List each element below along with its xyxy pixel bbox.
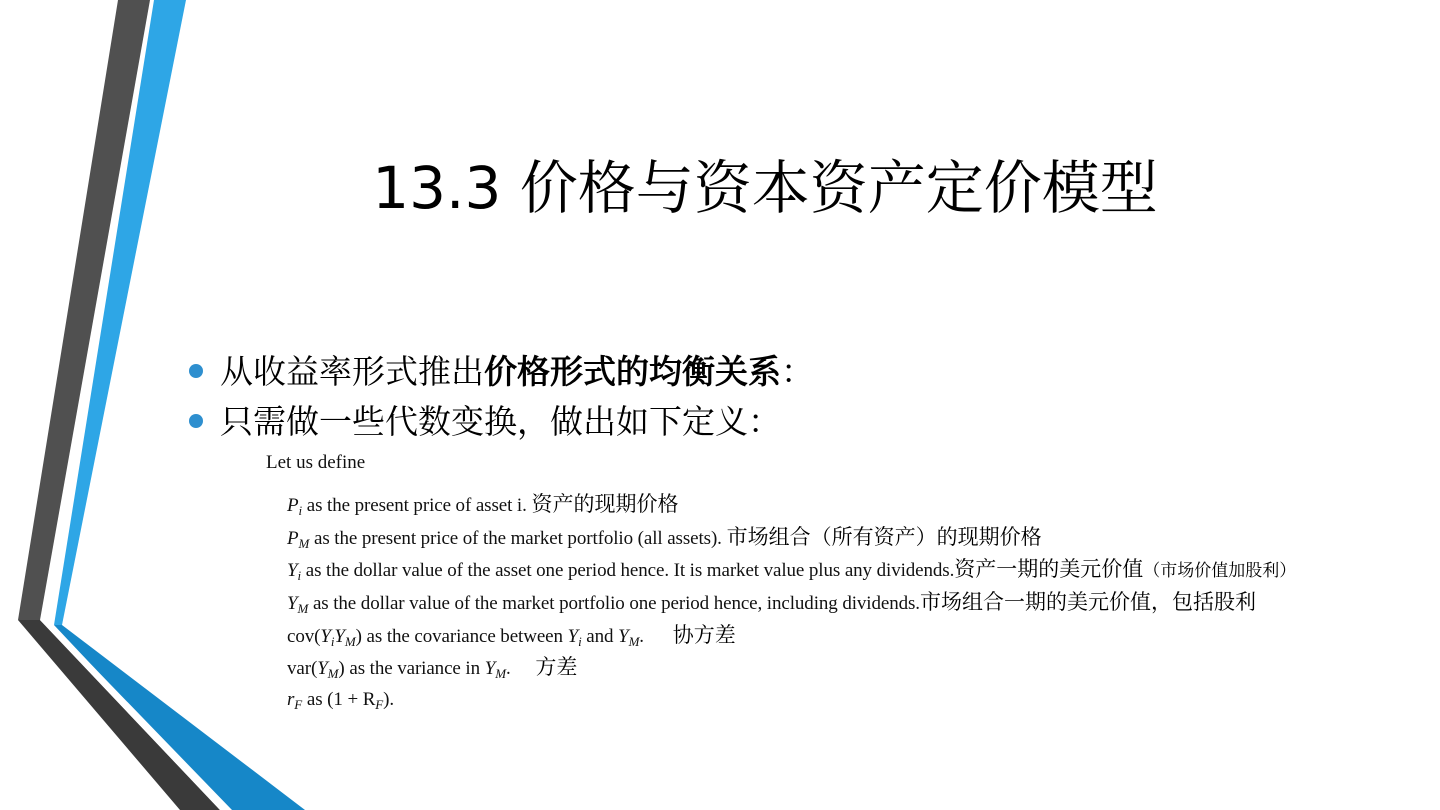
symbol-ym: $Y_M$	[287, 593, 309, 617]
definition-row-ym	[266, 586, 1296, 619]
bullet-suffix: ：	[781, 352, 814, 391]
slide-title: 13.3 价格与资本资产定价模型	[372, 154, 1158, 222]
white-divider	[40, 620, 232, 810]
definitions-intro: Let us define	[266, 452, 366, 473]
definition-en: as the covariance between	[366, 625, 563, 647]
definition-en: as the present price of the market portfolio (all assets).	[314, 527, 722, 549]
definition-row-pi	[266, 488, 1296, 521]
definition-cn-note: （市场价值加股利）	[1143, 561, 1297, 582]
symbol-yi: $Y_i$	[287, 560, 301, 584]
bullet-text: 只需做一些代数变换，做出如下定义：	[220, 402, 781, 441]
definition-row-cov	[266, 619, 1296, 652]
definition-cn: 方差	[535, 655, 578, 680]
gray-stripe	[18, 0, 150, 620]
definition-cn: 市场组合（所有资产）的现期价格	[726, 524, 1042, 549]
symbol-yi-ym: $Y_i$ and $Y_M$.	[567, 625, 644, 649]
definition-cn: 资产的现期价格	[531, 492, 679, 516]
definition-en: as the variance in	[349, 658, 480, 680]
definition-row-pm	[266, 521, 1296, 554]
bullet-text: 从收益率形式推出	[220, 352, 484, 391]
symbol-rf: $r_F$	[287, 689, 303, 713]
symbol-rf-close: $_F$).	[375, 689, 395, 713]
definition-en: as the dollar value of the market portfolio one period hence, including dividends.	[312, 593, 920, 615]
symbol-ym-end: $Y_M$.	[484, 658, 511, 682]
bullet-dot-icon	[189, 414, 203, 428]
definition-cn: 资产一期的美元价值	[954, 557, 1144, 582]
bullet-dot-icon	[189, 364, 203, 378]
definition-en: as (1 + R	[306, 689, 376, 711]
symbol-var: $var(Y_M)$	[287, 658, 345, 682]
bullet-item	[186, 397, 814, 447]
definition-cn: 市场组合一期的美元价值，包括股利	[919, 590, 1256, 615]
definition-en: as the dollar value of the asset one period hence. It is market value plus any dividends.	[305, 560, 955, 582]
symbol-pi: $P_i$	[287, 495, 303, 518]
definition-row-rf	[266, 684, 1296, 717]
definitions-block	[266, 450, 1296, 717]
definition-row-yi	[266, 553, 1296, 586]
dark-gray-wedge	[18, 620, 220, 810]
definition-cn: 协方差	[672, 622, 736, 647]
bullet-list	[186, 347, 814, 447]
symbol-pm: $P_M$	[287, 527, 310, 551]
symbol-cov: $cov(Y_iY_M)$	[287, 625, 362, 649]
definition-en: as the present price of asset i.	[306, 495, 527, 516]
definition-row-var	[266, 651, 1296, 684]
bullet-bold-text: 价格形式的均衡关系	[484, 352, 781, 391]
bullet-item	[186, 347, 814, 397]
